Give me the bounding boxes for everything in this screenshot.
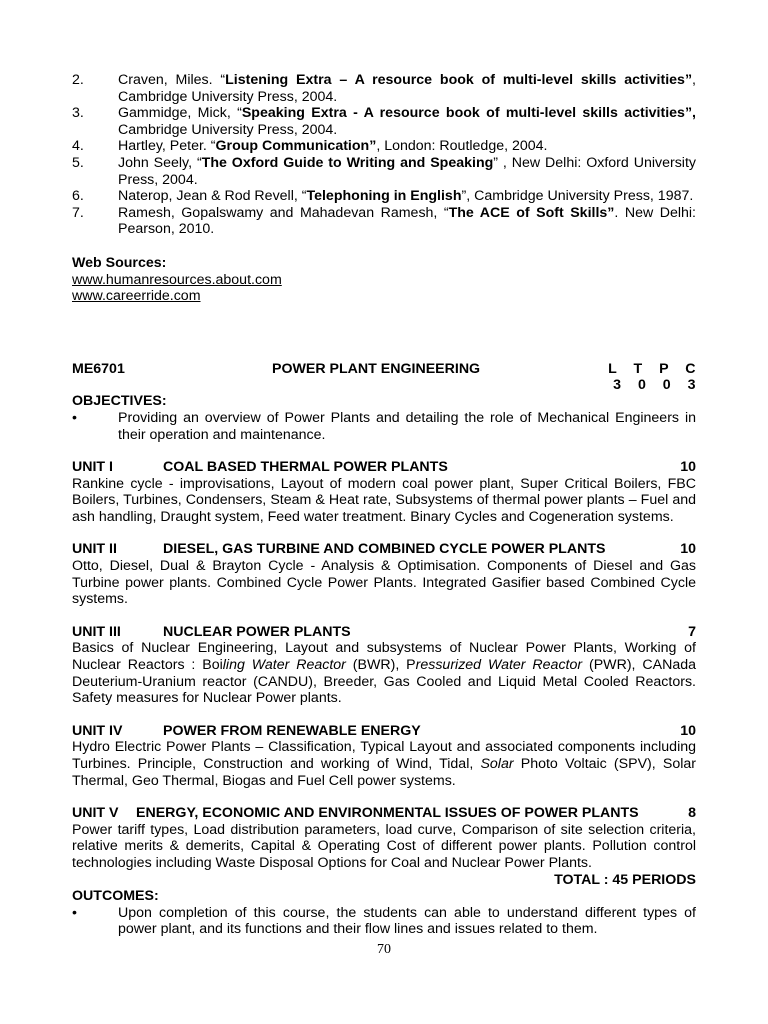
reference-number: 6. [72, 188, 84, 205]
unit-number: UNIT II [72, 541, 117, 558]
reference-number: 3. [72, 105, 84, 122]
bullet-icon: • [72, 409, 77, 426]
web-sources-heading: Web Sources: [72, 254, 167, 271]
unit-body: Power tariff types, Load distribution parameters, load curve, Comparison of site selection criteria, relative merits & demerits, Capital & Operating Cost of different power plants. Pollution control technologies including Waste Disposal Options for Coal and Nuclear Power Plants. [72, 821, 696, 871]
unit-number: UNIT I [72, 459, 113, 476]
ltpc-block [608, 361, 702, 394]
reference-text: Hartley, Peter. “Group Communication”, London: Routledge, 2004. [118, 138, 548, 155]
objectives-heading: OBJECTIVES: [72, 393, 167, 410]
ltpc-values: 3 0 0 3 [613, 377, 702, 394]
objective-text: Providing an overview of Power Plants and detailing the role of Mechanical Engineers in their operation and maintenance. [118, 409, 696, 443]
course-code: ME6701 [72, 360, 125, 377]
unit-hours: 7 [688, 623, 696, 640]
reference-item [72, 188, 696, 205]
unit-hours: 10 [680, 722, 696, 739]
unit-body: Hydro Electric Power Plants – Classification, Typical Layout and associated components including Turbines. Principle, Construction and working of Wind, Tidal, Solar Photo Voltaic (SPV), Solar Thermal, Geo Thermal, Biogas and Fuel Cell power systems. [72, 739, 696, 789]
unit-title: POWER FROM RENEWABLE ENERGY [163, 722, 421, 739]
unit-title: ENERGY, ECONOMIC AND ENVIRONMENTAL ISSUES OF POWER PLANTS [136, 805, 639, 822]
outcome-item [72, 905, 696, 938]
unit-hours: 10 [680, 459, 696, 476]
unit-heading [72, 541, 696, 558]
course-title: POWER PLANT ENGINEERING [272, 360, 481, 377]
reference-text: John Seely, “The Oxford Guide to Writing and Speaking” , New Delhi: Oxford University Press, 2004. [118, 154, 696, 188]
outcomes-heading: OUTCOMES: [72, 888, 159, 905]
reference-item [72, 205, 696, 238]
reference-item [72, 138, 696, 155]
unit-body: Basics of Nuclear Engineering, Layout and subsystems of Nuclear Power Plants, Working of Nuclear Reactors : Boiling Water Reactor (BWR), Pressurized Water Reactor (PWR), CANada Deuterium-Uranium reactor (CANDU), Breeder, Gas Cooled and Liquid Metal Cooled Reactors. Safety measures for Nuclear Power plants. [72, 640, 696, 707]
ltpc-label: L T P C [608, 360, 702, 377]
unit-heading [72, 805, 696, 822]
objective-item [72, 410, 696, 443]
reference-number: 7. [72, 204, 84, 221]
outcome-text: Upon completion of this course, the students can able to understand different types of power plant, and its functions and their flow lines and issues related to them. [118, 904, 696, 938]
unit-body: Rankine cycle - improvisations, Layout of modern coal power plant, Super Critical Boilers, FBC Boilers, Turbines, Condensers, Steam & Heat rate, Subsystems of thermal power plants – Fuel and ash handling, Draught system, Feed water treatment. Binary Cycles and Cogeneration systems. [72, 475, 696, 525]
reference-text: Craven, Miles. “Listening Extra – A resource book of multi-level skills activities”, Cambridge University Press, 2004. [118, 72, 696, 105]
unit-body: Otto, Diesel, Dual & Brayton Cycle - Analysis & Optimisation. Components of Diesel and Gas Turbine power plants. Combined Cycle Power Plants. Integrated Gasifier based Combined Cycle systems. [72, 558, 696, 608]
unit-number: UNIT V [72, 805, 119, 822]
bullet-icon: • [72, 904, 77, 921]
unit-hours: 8 [688, 805, 696, 822]
reference-list [72, 72, 696, 238]
reference-number: 2. [72, 72, 84, 88]
unit-title: COAL BASED THERMAL POWER PLANTS [163, 459, 448, 476]
unit-title: DIESEL, GAS TURBINE AND COMBINED CYCLE POWER PLANTS [163, 541, 606, 558]
reference-number: 4. [72, 138, 84, 155]
unit-heading [72, 459, 696, 476]
unit-number: UNIT III [72, 623, 121, 640]
page-number: 70 [377, 942, 391, 957]
unit-number: UNIT IV [72, 722, 123, 739]
reference-item [72, 105, 696, 138]
reference-item [72, 155, 696, 188]
syllabus-page [72, 72, 702, 938]
unit-title: NUCLEAR POWER PLANTS [163, 623, 351, 640]
unit-heading [72, 723, 696, 740]
course-header [72, 360, 702, 394]
unit-hours: 10 [680, 541, 696, 558]
reference-text: Naterop, Jean & Rod Revell, “Telephoning in English”, Cambridge University Press, 1987. [118, 188, 694, 205]
reference-number: 5. [72, 154, 84, 171]
total-periods: TOTAL : 45 PERIODS [554, 871, 696, 888]
web-source-link[interactable]: www.humanresources.about.com [72, 271, 282, 288]
reference-text: Ramesh, Gopalswamy and Mahadevan Ramesh, “The ACE of Soft Skills”. New Delhi: Pearson, 2010. [118, 204, 696, 238]
reference-text: Gammidge, Mick, “Speaking Extra - A resource book of multi-level skills activities”, Cambridge University Press, 2004. [118, 105, 696, 138]
unit-heading [72, 624, 696, 641]
reference-item [72, 72, 696, 105]
web-source-link[interactable]: www.careerride.com [72, 288, 201, 305]
